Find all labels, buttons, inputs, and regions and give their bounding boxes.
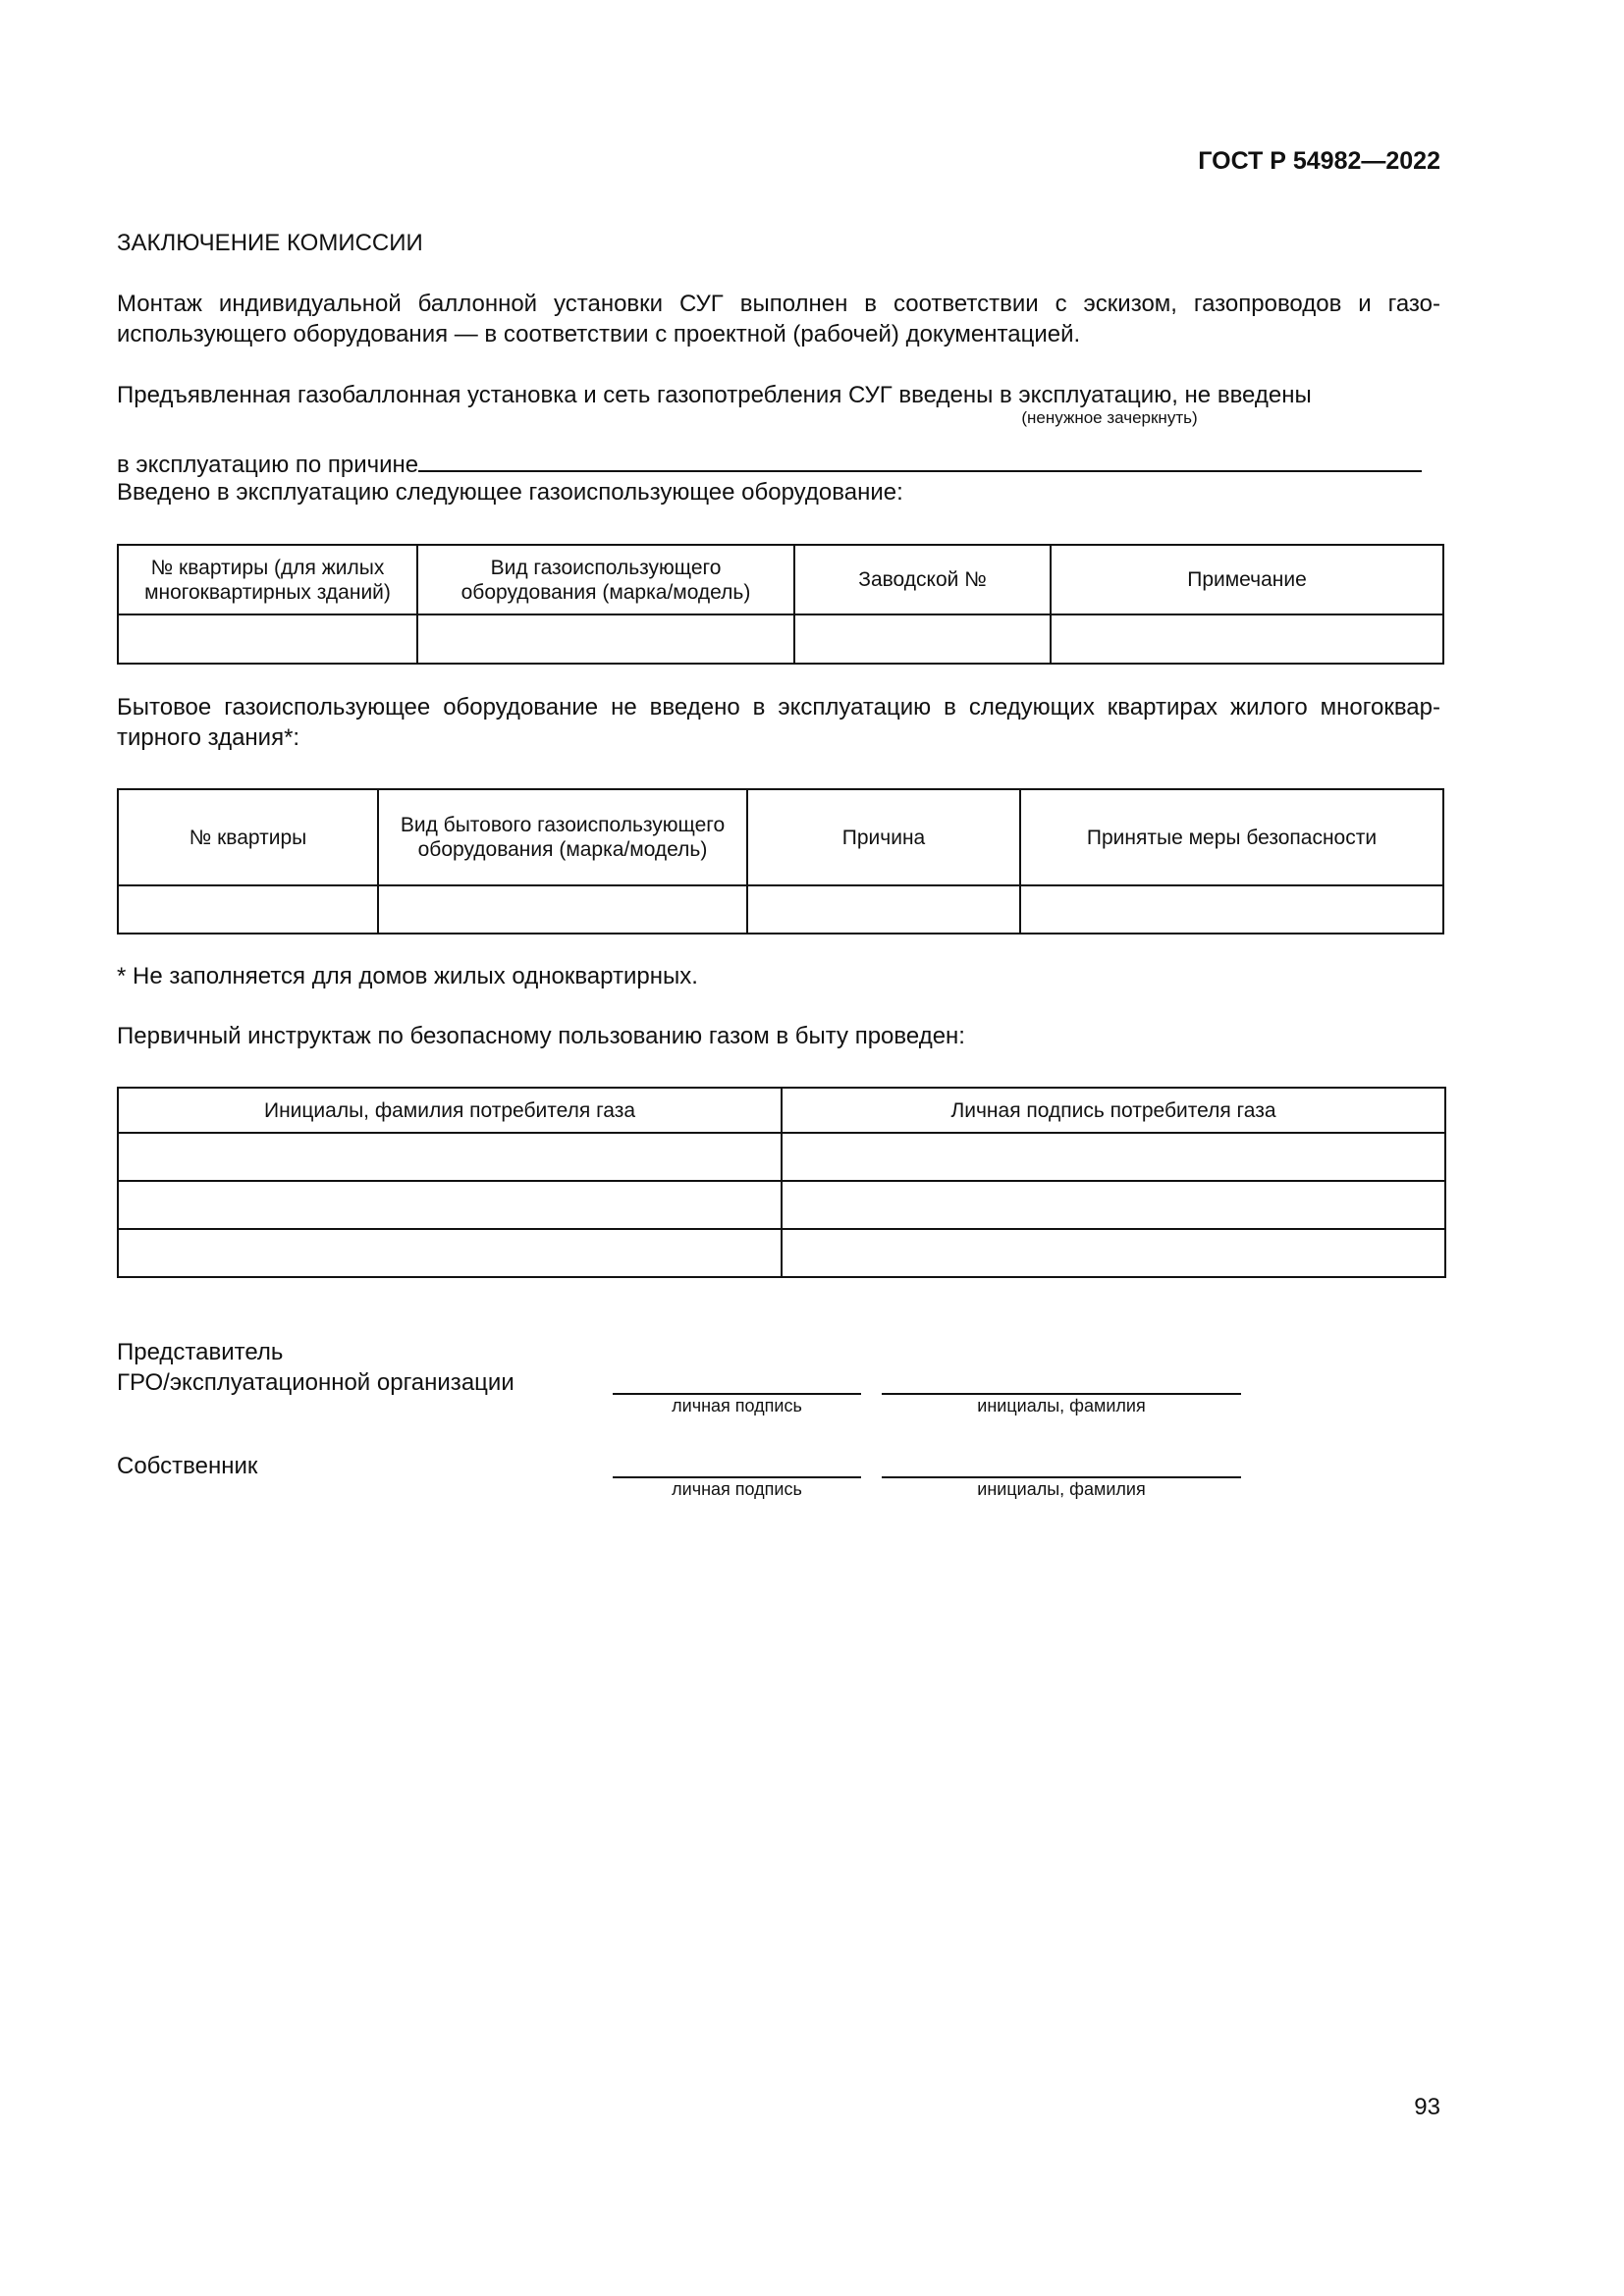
footnote: * Не заполняется для домов жилых одноквартирных. bbox=[117, 963, 698, 989]
page-number: 93 bbox=[1414, 2094, 1440, 2120]
representative-label-line1: Представитель bbox=[117, 1339, 284, 1365]
header-cell: № квартиры (для жилых многоквартирных зданий) bbox=[118, 545, 417, 614]
header-cell: Личная подпись потребителя газа bbox=[782, 1088, 1445, 1133]
header-cell: Принятые меры безопасности bbox=[1020, 789, 1443, 885]
name-caption: инициалы, фамилия bbox=[977, 1396, 1146, 1415]
header-cell: Примечание bbox=[1051, 545, 1443, 614]
standard-number: ГОСТ Р 54982—2022 bbox=[1198, 147, 1440, 175]
instruction-table bbox=[117, 1087, 1446, 1278]
table-row bbox=[118, 1229, 1445, 1277]
owner-signature-line[interactable] bbox=[613, 1476, 861, 1478]
name-caption: инициалы, фамилия bbox=[977, 1479, 1146, 1499]
equipment-table bbox=[117, 544, 1444, 665]
table-header-row bbox=[118, 1088, 1445, 1133]
strike-note: (ненужное зачеркнуть) bbox=[1021, 408, 1198, 427]
table-cell[interactable] bbox=[1020, 885, 1443, 934]
representative-name-line[interactable] bbox=[882, 1393, 1241, 1395]
table-row bbox=[118, 614, 1443, 664]
owner-name-line[interactable] bbox=[882, 1476, 1241, 1478]
montage-paragraph: Монтаж индивидуальной баллонной установки СУГ выполнен в соответствии с эскизом, газопроводов и газо-использующего оборудования — в соответствии с проектной (рабочей) документацией. bbox=[117, 291, 1440, 347]
representative-signature-line[interactable] bbox=[613, 1393, 861, 1395]
table-cell[interactable] bbox=[378, 885, 747, 934]
table-cell[interactable] bbox=[1051, 614, 1443, 664]
table-row bbox=[118, 1181, 1445, 1229]
table-cell[interactable] bbox=[118, 1181, 782, 1229]
not-introduced-paragraph: Бытовое газоиспользующее оборудование не введено в эксплуатацию в следующих квартирах жилого многоквар-тирного здания*: bbox=[117, 694, 1440, 751]
owner-label: Собственник bbox=[117, 1453, 258, 1479]
table-header-row bbox=[118, 789, 1443, 885]
signature-caption: личная подпись bbox=[672, 1479, 802, 1499]
table-cell[interactable] bbox=[782, 1133, 1445, 1181]
table-cell[interactable] bbox=[118, 1133, 782, 1181]
header-cell: Заводской № bbox=[794, 545, 1051, 614]
table-cell[interactable] bbox=[118, 614, 417, 664]
conclusion-title: ЗАКЛЮЧЕНИЕ КОМИССИИ bbox=[117, 230, 423, 256]
table-row bbox=[118, 885, 1443, 934]
presented-paragraph: Предъявленная газобаллонная установка и сеть газопотребления СУГ введены в эксплуатацию, не введены bbox=[117, 382, 1312, 408]
header-cell: Вид газоиспользующего оборудования (марка/модель) bbox=[417, 545, 794, 614]
table-cell[interactable] bbox=[747, 885, 1020, 934]
introduced-label: Введено в эксплуатацию следующее газоиспользующее оборудование: bbox=[117, 479, 903, 506]
header-cell: № квартиры bbox=[118, 789, 378, 885]
reason-fill-line[interactable] bbox=[418, 451, 1422, 472]
table-cell[interactable] bbox=[118, 885, 378, 934]
not-introduced-table bbox=[117, 788, 1444, 934]
header-cell: Причина bbox=[747, 789, 1020, 885]
table-header-row bbox=[118, 545, 1443, 614]
table-cell[interactable] bbox=[794, 614, 1051, 664]
table-cell[interactable] bbox=[782, 1181, 1445, 1229]
representative-label-line2: ГРО/эксплуатационной организации bbox=[117, 1369, 514, 1396]
header-cell: Инициалы, фамилия потребителя газа bbox=[118, 1088, 782, 1133]
table-cell[interactable] bbox=[782, 1229, 1445, 1277]
reason-label: в эксплуатацию по причине bbox=[117, 452, 419, 478]
reason-row bbox=[117, 450, 1442, 480]
table-cell[interactable] bbox=[417, 614, 794, 664]
table-cell[interactable] bbox=[118, 1229, 782, 1277]
header-cell: Вид бытового газоиспользующего оборудования (марка/модель) bbox=[378, 789, 747, 885]
table-row bbox=[118, 1133, 1445, 1181]
signature-caption: личная подпись bbox=[672, 1396, 802, 1415]
instruction-paragraph: Первичный инструктаж по безопасному пользованию газом в быту проведен: bbox=[117, 1023, 965, 1049]
